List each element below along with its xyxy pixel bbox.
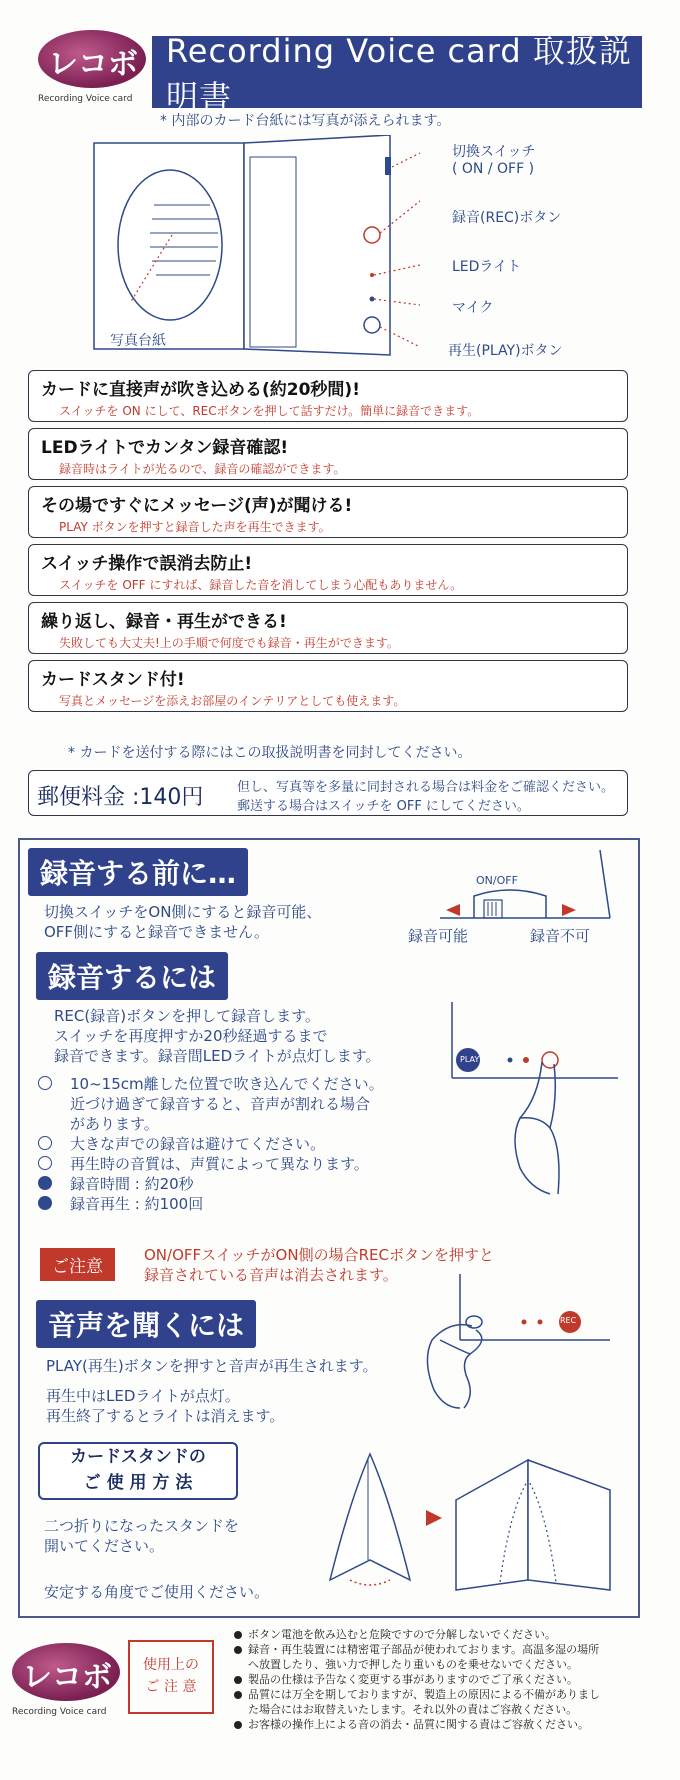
before-text: OFF側にすると録音できません。	[44, 923, 269, 941]
before-text: 切換スイッチをON側にすると録音可能、	[44, 903, 322, 921]
filled-circle-icon	[38, 1176, 52, 1190]
card-stand-illustration	[310, 1440, 630, 1600]
postage-box	[28, 770, 628, 816]
caution-tag: ご注意	[40, 1248, 115, 1281]
feature-title: スイッチ操作で誤消去防止!	[41, 554, 253, 574]
usage-caution-box	[128, 1640, 214, 1714]
logo-subtitle: Recording Voice card	[38, 94, 133, 104]
bullet-text: 再生時の音質は、声質によって異なります。	[70, 1155, 369, 1173]
postage-label: 郵便料金 :140円	[37, 785, 204, 810]
feature-desc: 写真とメッセージを添えお部屋のインテリアとしても使えます。	[59, 694, 406, 708]
feature-box	[28, 486, 628, 538]
feature-title: その場ですぐにメッセージ(声)が聞ける!	[41, 496, 353, 516]
label-mic: マイク	[452, 300, 494, 316]
list-item	[38, 1134, 384, 1154]
list-item: 録音・再生装置には精密電子部品が使われております。高温多湿の場所	[232, 1642, 652, 1657]
footer-logo	[12, 1643, 122, 1717]
feature-box	[28, 660, 628, 712]
switch-onoff-label: ON/OFF	[476, 874, 518, 887]
list-item: 品質には万全を期しておりますが、製造上の原因による不備がありまし	[232, 1687, 652, 1702]
feature-desc: スイッチを OFF にすれば、録音した音を消してしまう心配もありません。	[59, 578, 463, 592]
finger-press-play-illustration	[420, 1270, 620, 1410]
label-play-button: 再生(PLAY)ボタン	[448, 343, 563, 359]
bullet-text: があります。	[70, 1115, 159, 1133]
feature-box	[28, 428, 628, 480]
label-led: LEDライト	[452, 259, 522, 275]
use-box-line: 使用上の	[143, 1657, 199, 1673]
circle-icon	[38, 1136, 52, 1150]
bullet-text: 録音時間 : 約20秒	[70, 1175, 194, 1193]
caution-text: 録音されている音声は消去されます。	[144, 1266, 398, 1284]
stand-text: 安定する角度でご使用ください。	[44, 1583, 270, 1601]
feature-desc: スイッチを ON にして、RECボタンを押して話すだけ。簡単に録音できます。	[59, 404, 480, 418]
list-item: 製品の仕様は予告なく変更する事がありますのでご了承ください。	[232, 1672, 652, 1687]
stand-box-line: カードスタンドの	[70, 1447, 206, 1467]
section-heading-before: 録音する前に…	[28, 848, 248, 896]
listen-text: 再生終了するとライトは消えます。	[46, 1407, 285, 1425]
logo-text: レコボ	[48, 47, 138, 82]
feature-title: 繰り返し、録音・再生ができる!	[41, 612, 287, 632]
list-item-continued: へ放置したり、強い力で押したり重いものを乗せないでください。	[248, 1658, 578, 1671]
section-heading-listen: 音声を聞くには	[36, 1300, 256, 1348]
stand-box-line: ご 使 用 方 法	[83, 1473, 193, 1493]
list-item: ボタン電池を飲み込むと危険ですので分解しないでください。	[232, 1627, 652, 1642]
list-item: お客様の操作上による音の消去・品質に関する責はご容赦ください。	[232, 1717, 652, 1732]
filled-circle-icon	[38, 1196, 52, 1210]
record-text: 録音できます。録音間LEDライトが点灯します。	[54, 1047, 381, 1065]
logo-subtitle: Recording Voice card	[12, 1707, 107, 1717]
list-item	[38, 1174, 384, 1194]
cannot-record-label: 録音不可	[530, 927, 591, 945]
stand-usage-box	[38, 1442, 238, 1500]
play-button-label: PLAY	[460, 1055, 480, 1064]
stand-text: 開いてください。	[44, 1537, 165, 1555]
footer-notes	[232, 1627, 652, 1732]
feature-box	[28, 544, 628, 596]
finger-press-rec-illustration	[450, 998, 620, 1198]
listen-text: 再生中はLEDライトが点灯。	[46, 1387, 240, 1405]
feature-box	[28, 370, 628, 422]
bullet-text: 録音再生 : 約100回	[70, 1195, 204, 1213]
postage-note: 但し、写真等を多量に同封される場合は料金をご確認ください。	[237, 780, 615, 795]
can-record-label: 録音可能	[408, 927, 469, 945]
enclose-note: * カードを送付する際にはこの取扱説明書を同封してください。	[68, 745, 472, 761]
postage-note: 郵送する場合はスイッチを OFF にしてください。	[237, 799, 530, 814]
feature-title: カードに直接声が吹き込める(約20秒間)!	[41, 380, 360, 400]
feature-title: カードスタンド付!	[41, 670, 185, 690]
feature-title: LEDライトでカンタン録音確認!	[41, 438, 289, 458]
feature-desc: 録音時はライトが光るので、録音の確認ができます。	[59, 462, 346, 476]
record-text: REC(録音)ボタンを押して録音します。	[54, 1007, 320, 1025]
page-title: Recording Voice card 取扱説明書	[152, 36, 642, 108]
record-text: スイッチを再度押すか20秒経過するまで	[54, 1027, 328, 1045]
label-switch-sub: ( ON / OFF )	[452, 161, 535, 177]
label-rec-button: 録音(REC)ボタン	[452, 210, 562, 226]
list-item	[38, 1154, 384, 1174]
circle-icon	[38, 1076, 52, 1090]
label-photo-mount: 写真台紙	[110, 333, 166, 349]
bullet-text: 大きな声での録音は避けてください。	[70, 1135, 326, 1153]
list-item	[38, 1194, 384, 1214]
bullet-text: 10~15cm離した位置で吹き込んでください。	[70, 1075, 384, 1093]
feature-desc: PLAY ボタンを押すと録音した声を再生できます。	[59, 520, 331, 534]
brand-logo	[38, 30, 148, 104]
stand-text: 二つ折りになったスタンドを	[44, 1517, 240, 1535]
photo-note: * 内部のカード台紙には写真が添えられます。	[160, 113, 451, 129]
label-switch: 切換スイッチ	[452, 144, 536, 160]
bullet-text: 近づけ過ぎて録音すると、音声が割れる場合	[70, 1095, 371, 1113]
listen-text: PLAY(再生)ボタンを押すと音声が再生されます。	[46, 1357, 378, 1375]
list-item	[38, 1114, 384, 1134]
list-item-continued: た場合にはお取替えいたします。それ以外の責はご容赦ください。	[248, 1703, 578, 1716]
list-item	[38, 1094, 384, 1114]
rec-button-label: REC	[560, 1316, 577, 1325]
logo-text: レコボ	[22, 1660, 112, 1695]
section-heading-record: 録音するには	[36, 952, 228, 1000]
circle-icon	[38, 1156, 52, 1170]
caution-text: ON/OFFスイッチがON側の場合RECボタンを押すと	[144, 1246, 494, 1264]
card-diagram	[90, 135, 650, 375]
feature-box	[28, 602, 628, 654]
use-box-line: ご 注 意	[145, 1679, 197, 1695]
record-bullets	[38, 1074, 384, 1214]
list-item	[38, 1074, 384, 1094]
feature-desc: 失敗しても大丈夫!上の手順で何度でも録音・再生ができます。	[59, 636, 399, 650]
